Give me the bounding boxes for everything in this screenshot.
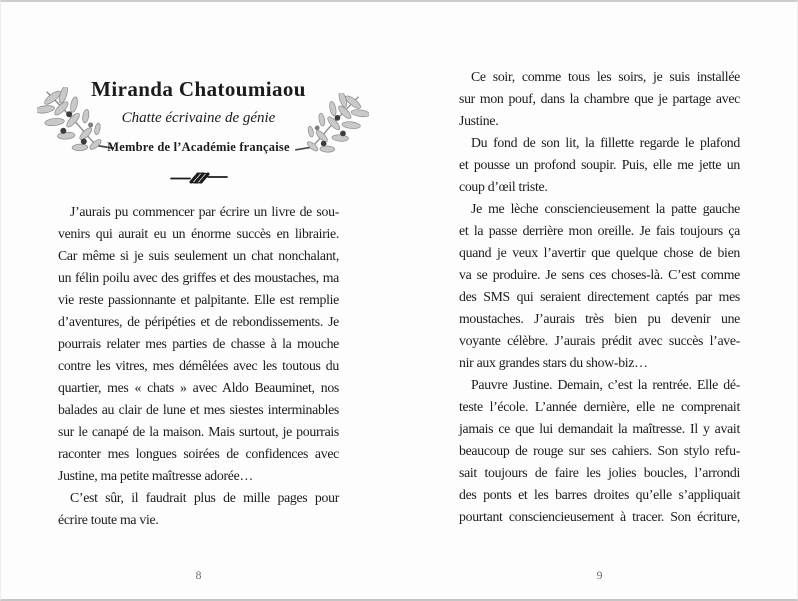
author-role: Membre de l’Académie française bbox=[107, 140, 290, 154]
text-line: des ponts et les barres droites qu’elle s’appliquait bbox=[459, 487, 740, 502]
right-page-text bbox=[459, 66, 740, 528]
text-line: Car même si je suis seulement un chat nonchalant, bbox=[58, 248, 339, 263]
text-line: sur le canapé de la maison. Mais surtout, je pourrais bbox=[58, 424, 339, 439]
text-line: Pauvre Justine. Demain, c’est la rentrée. Elle dé- bbox=[471, 377, 740, 392]
rope-twist-divider-icon bbox=[169, 170, 229, 186]
text-line: voyante célèbre. J’aurais prédit avec succès l’ave- bbox=[459, 333, 740, 348]
text-line: d’aventures, de péripéties et de rebondissements. Je bbox=[58, 314, 339, 329]
text-line: moustaches. J’aurais très bien pu devenir une bbox=[459, 311, 740, 326]
left-page bbox=[1, 2, 400, 599]
text-line: Justine. bbox=[459, 113, 499, 128]
text-line: J’aurais pu commencer par écrire un livre de sou- bbox=[70, 204, 339, 219]
text-line: pourtant consciencieusement à tracer. Son écriture, bbox=[459, 509, 740, 524]
text-line: contre les vitres, mes démêlées avec les toutous du bbox=[58, 358, 339, 373]
chapter-header bbox=[58, 2, 339, 194]
text-line: Je me lèche consciencieusement la patte gauche bbox=[471, 201, 740, 216]
text-line: quartier, mes « chats » avec Aldo Beauminet, nos bbox=[58, 380, 339, 395]
text-line: balades au clair de lune et mes siestes interminables bbox=[58, 402, 339, 417]
text-line: raconter mes longues soirées de confidences avec bbox=[58, 446, 339, 461]
text-line: des SMS qui seraient directement captés par mes bbox=[459, 289, 740, 304]
text-line: et la passe derrière mon oreille. Je fais toujours ça bbox=[459, 223, 740, 238]
text-line: C’est sûr, il faudrait plus de mille pages pour bbox=[70, 490, 339, 505]
right-page bbox=[400, 2, 798, 599]
text-line: va se produire. Je sens ces choses-là. C’est comme bbox=[459, 267, 740, 282]
text-line: jamais ce que lui demandait la maîtresse. Il y avait bbox=[459, 421, 740, 436]
text-line: et pousse un profond soupir. Puis, elle me jette un bbox=[459, 157, 740, 172]
page-number-right: 9 bbox=[596, 568, 603, 582]
page-number-left: 8 bbox=[195, 568, 202, 582]
text-line: pourrais relater mes parties de chasse à la mouche bbox=[58, 336, 339, 351]
text-line: teste l’école. L’année dernière, elle ne comprenait bbox=[459, 399, 740, 414]
text-line: nir aux grandes stars du show-biz… bbox=[459, 355, 648, 370]
text-line: quand je veux l’avertir que quelque chose de bien bbox=[459, 245, 740, 260]
text-line: sur mon pouf, dans la chambre que je partage avec bbox=[459, 91, 740, 106]
text-line: Du fond de son lit, la fillette regarde le plafond bbox=[471, 135, 740, 150]
text-line: un félin poilu avec des griffes et des moustaches, ma bbox=[58, 270, 339, 285]
author-subtitle: Chatte écrivaine de génie bbox=[121, 110, 276, 126]
text-line: sait toujours de faire les jolies boucles, l’arrondi bbox=[459, 465, 740, 480]
author-name: Miranda Chatoumiaou bbox=[91, 77, 306, 101]
text-line: Ce soir, comme tous les soirs, je suis installée bbox=[471, 69, 740, 84]
text-line: venirs qui aurait eu un énorme succès en librairie. bbox=[58, 226, 339, 241]
text-line: Justine, ma petite maîtresse adorée… bbox=[58, 468, 253, 483]
text-line: écrire toute ma vie. bbox=[58, 512, 159, 527]
text-line: coup d’œil triste. bbox=[459, 179, 548, 194]
text-line: vie reste passionnante et palpitante. Elle est remplie bbox=[58, 292, 339, 307]
left-page-text bbox=[58, 201, 339, 531]
text-line: beaucoup de rouge sur ses cahiers. Son stylo refu- bbox=[459, 443, 740, 458]
